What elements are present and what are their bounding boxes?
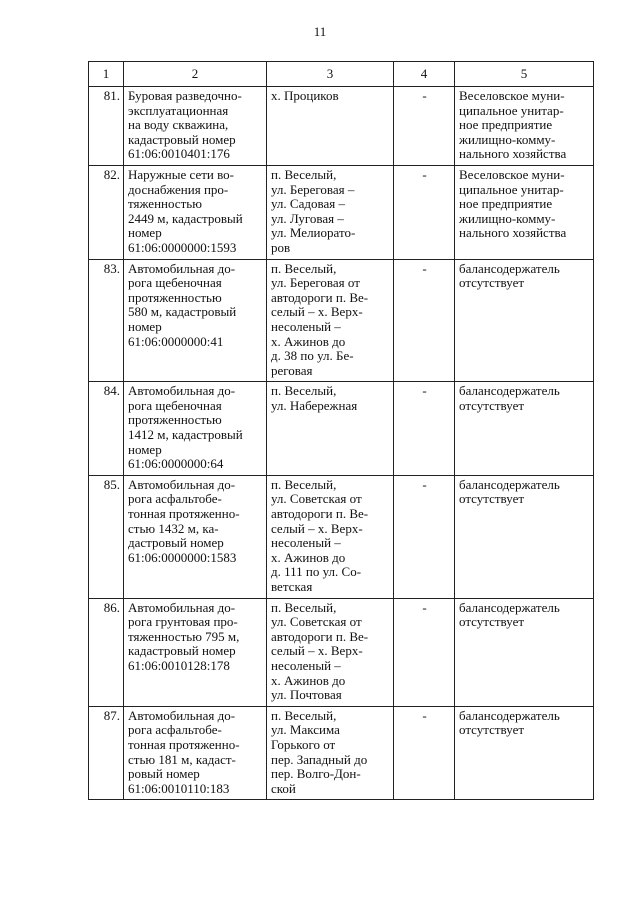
holder-line: балансодержатель: [459, 707, 560, 723]
row-number-cell: 81.: [89, 87, 124, 166]
column-4-cell: -: [394, 475, 455, 598]
address-cell: [267, 598, 394, 706]
holder-line: жилищно-комму-: [459, 131, 556, 147]
address-cell: [267, 475, 394, 598]
address-line: ул. Советская от: [271, 614, 362, 630]
holder-line: жилищно-комму-: [459, 210, 556, 226]
address-line: ул. Советская от: [271, 491, 362, 507]
object-name-line: кадастровый номер: [128, 131, 236, 147]
address-line: х. Ажинов до: [271, 549, 346, 565]
holder-line: отсутствует: [459, 614, 525, 630]
column-4-cell: -: [394, 259, 455, 382]
holder-line: балансодержатель: [459, 476, 560, 492]
address-line: автодороги п. Ве-: [271, 289, 369, 305]
object-name-line: 61:06:0010110:183: [128, 780, 230, 796]
object-name-line: 61:06:0000000:1583: [128, 549, 237, 565]
object-name-line: протяженностью: [128, 412, 222, 428]
object-name-cell: [124, 382, 267, 476]
object-name-line: дастровый номер: [128, 535, 224, 551]
object-name-cell: [124, 259, 267, 382]
object-name-line: Буровая разведочно-: [128, 88, 242, 103]
address-line: п. Веселый,: [271, 707, 337, 723]
address-line: х. Ажинов до: [271, 333, 346, 349]
holder-line: отсутствует: [459, 397, 525, 413]
object-name-line: протяженностью: [128, 289, 222, 305]
holder-line: ное предприятие: [459, 196, 553, 212]
header-cell-2: 2: [124, 62, 267, 87]
address-line: селый – х. Верх-: [271, 304, 363, 320]
holder-line: ципальное унитар-: [459, 102, 564, 118]
address-cell: [267, 165, 394, 259]
holder-cell: [455, 475, 594, 598]
address-line: ул. Береговая от: [271, 275, 360, 291]
address-line: ул. Береговая –: [271, 181, 355, 197]
address-line: автодороги п. Ве-: [271, 628, 369, 644]
object-name-line: Автомобильная до-: [128, 707, 236, 723]
object-name-cell: [124, 706, 267, 800]
table-row: [89, 259, 594, 382]
object-name-line: стью 1432 м, ка-: [128, 520, 219, 536]
address-line: селый – х. Верх-: [271, 643, 363, 659]
holder-cell: [455, 87, 594, 166]
address-line: п. Веселый,: [271, 476, 337, 492]
object-name-line: 2449 м, кадастровый: [128, 210, 243, 226]
row-number-cell: 86.: [89, 598, 124, 706]
table-row: [89, 165, 594, 259]
address-line: ул. Почтовая: [271, 687, 342, 703]
object-name-line: Автомобильная до-: [128, 599, 236, 615]
object-name-line: тяженностью 795 м,: [128, 628, 240, 644]
object-name-line: тяженностью: [128, 196, 202, 212]
property-registry-table: [88, 61, 594, 800]
header-cell-1: 1: [89, 62, 124, 87]
holder-line: балансодержатель: [459, 383, 560, 399]
address-line: пер. Западный до: [271, 751, 368, 767]
address-line: п. Веселый,: [271, 166, 337, 182]
object-name-line: номер: [128, 441, 162, 457]
address-line: автодороги п. Ве-: [271, 506, 369, 522]
address-line: ров: [271, 239, 291, 255]
holder-cell: [455, 259, 594, 382]
address-line: п. Веселый,: [271, 260, 337, 276]
holder-line: отсутствует: [459, 722, 525, 738]
address-line: х. Ажинов до: [271, 672, 346, 688]
header-cell-3: 3: [267, 62, 394, 87]
table-row: [89, 87, 594, 166]
address-line: д. 38 по ул. Бе-: [271, 348, 354, 364]
column-4-cell: -: [394, 706, 455, 800]
object-name-line: рога грунтовая про-: [128, 614, 238, 630]
object-name-line: стью 181 м, кадаст-: [128, 751, 236, 767]
object-name-line: эксплуатационная: [128, 102, 229, 118]
holder-line: нального хозяйства: [459, 225, 567, 241]
object-name-cell: [124, 475, 267, 598]
row-number-cell: 83.: [89, 259, 124, 382]
address-line: ул. Мелиорато-: [271, 225, 356, 241]
address-line: п. Веселый,: [271, 383, 337, 399]
object-name-line: рога щебеночная: [128, 275, 222, 291]
address-line: ул. Садовая –: [271, 196, 345, 212]
object-name-line: номер: [128, 318, 162, 334]
object-name-line: 1412 м, кадастровый: [128, 427, 243, 443]
holder-cell: [455, 382, 594, 476]
address-line: ул. Набережная: [271, 397, 358, 413]
object-name-line: рога щебеночная: [128, 397, 222, 413]
object-name-line: доснабжения про-: [128, 181, 229, 197]
object-name-line: рога асфальтобе-: [128, 722, 222, 738]
address-line: селый – х. Верх-: [271, 520, 363, 536]
holder-line: ципальное унитар-: [459, 181, 564, 197]
address-cell: [267, 706, 394, 800]
address-line: ул. Максима: [271, 722, 340, 738]
address-line: д. 111 по ул. Со-: [271, 564, 362, 580]
header-cell-4: 4: [394, 62, 455, 87]
holder-line: отсутствует: [459, 491, 525, 507]
header-cell-5: 5: [455, 62, 594, 87]
row-number-cell: 82.: [89, 165, 124, 259]
address-line: Горького от: [271, 736, 336, 752]
address-line: п. Веселый,: [271, 599, 337, 615]
row-number-cell: 85.: [89, 475, 124, 598]
holder-line: балансодержатель: [459, 599, 560, 615]
holder-line: Веселовское муни-: [459, 166, 565, 182]
page-number: 11: [313, 24, 327, 39]
object-name-line: 61:06:0000000:1593: [128, 239, 237, 255]
object-name-line: Автомобильная до-: [128, 476, 236, 492]
object-name-line: 61:06:0000000:64: [128, 456, 224, 472]
table-row: [89, 475, 594, 598]
column-4-cell: -: [394, 87, 455, 166]
object-name-cell: [124, 598, 267, 706]
object-name-line: тонная протяженно-: [128, 506, 240, 522]
holder-cell: [455, 706, 594, 800]
object-name-line: номер: [128, 225, 162, 241]
table-row: [89, 706, 594, 800]
address-line: ветская: [271, 579, 313, 594]
column-4-cell: -: [394, 598, 455, 706]
address-line: пер. Волго-Дон-: [271, 766, 361, 782]
object-name-line: Автомобильная до-: [128, 260, 236, 276]
row-number-cell: 87.: [89, 706, 124, 800]
holder-line: Веселовское муни-: [459, 88, 565, 103]
object-name-line: 61:06:0010128:178: [128, 657, 230, 673]
address-cell: [267, 259, 394, 382]
object-name-cell: [124, 87, 267, 166]
row-number-cell: 84.: [89, 382, 124, 476]
address-line: ской: [271, 780, 296, 796]
table-header-row: [89, 62, 594, 87]
object-name-line: на воду скважина,: [128, 117, 229, 133]
object-name-cell: [124, 165, 267, 259]
address-line: х. Проциков: [271, 88, 339, 103]
holder-line: отсутствует: [459, 275, 525, 291]
address-line: ул. Луговая –: [271, 210, 344, 226]
object-name-line: 580 м, кадастровый: [128, 304, 237, 320]
holder-cell: [455, 598, 594, 706]
holder-line: нального хозяйства: [459, 146, 567, 162]
object-name-line: 61:06:0010401:176: [128, 146, 230, 162]
holder-line: балансодержатель: [459, 260, 560, 276]
object-name-line: Наружные сети во-: [128, 166, 234, 182]
column-4-cell: -: [394, 382, 455, 476]
object-name-line: тонная протяженно-: [128, 736, 240, 752]
table-row: [89, 598, 594, 706]
holder-line: ное предприятие: [459, 117, 553, 133]
object-name-line: рога асфальтобе-: [128, 491, 222, 507]
address-line: несоленый –: [271, 318, 341, 334]
holder-cell: [455, 165, 594, 259]
address-line: несоленый –: [271, 535, 341, 551]
object-name-line: ровый номер: [128, 766, 200, 782]
table-row: [89, 382, 594, 476]
address-line: реговая: [271, 362, 313, 378]
address-cell: [267, 382, 394, 476]
address-cell: [267, 87, 394, 166]
object-name-line: 61:06:0000000:41: [128, 333, 224, 349]
column-4-cell: -: [394, 165, 455, 259]
object-name-line: кадастровый номер: [128, 643, 236, 659]
address-line: несоленый –: [271, 657, 341, 673]
object-name-line: Автомобильная до-: [128, 383, 236, 399]
